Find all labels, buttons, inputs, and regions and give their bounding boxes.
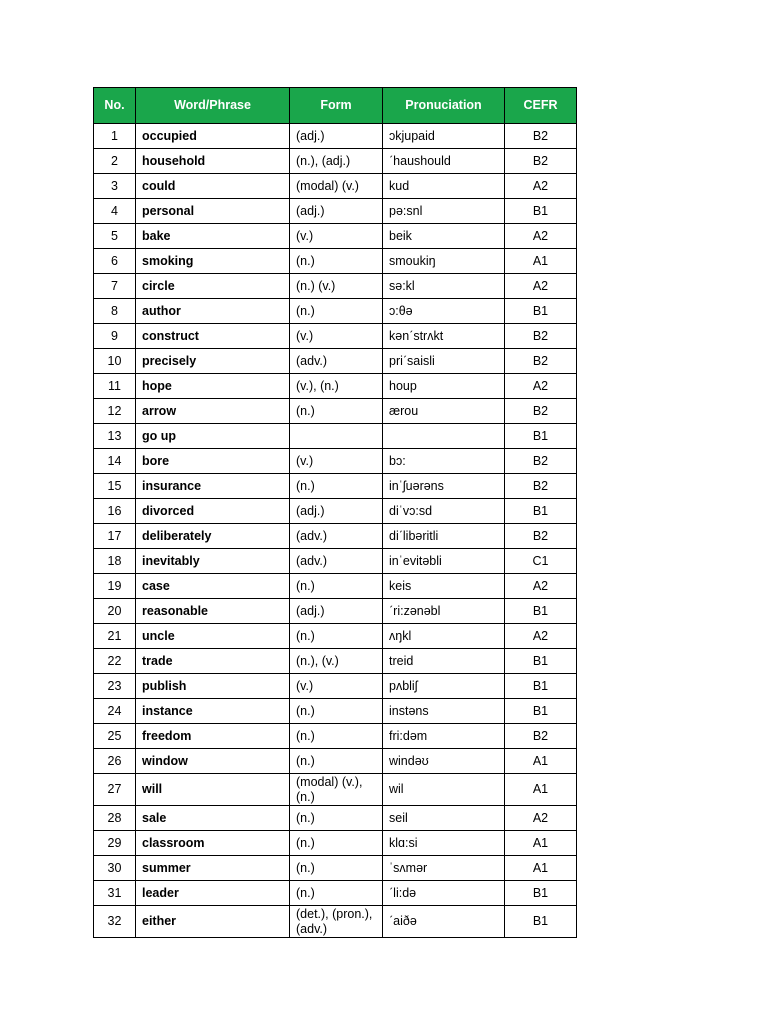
cell-word: hope (136, 374, 290, 399)
cell-form: (n.) (290, 749, 383, 774)
cell-word: household (136, 149, 290, 174)
cell-cefr: B2 (505, 524, 577, 549)
cell-cefr: A1 (505, 249, 577, 274)
cell-no: 22 (94, 649, 136, 674)
cell-no: 21 (94, 624, 136, 649)
cell-pronunciation: sə:kl (383, 274, 505, 299)
cell-pronunciation: inˈʃuərəns (383, 474, 505, 499)
table-row (94, 399, 577, 424)
cell-pronunciation: pʌbliʃ (383, 674, 505, 699)
cell-word: instance (136, 699, 290, 724)
cell-no: 13 (94, 424, 136, 449)
cell-pronunciation: ɔkjupaid (383, 124, 505, 149)
cell-word: construct (136, 324, 290, 349)
cell-cefr: C1 (505, 549, 577, 574)
cell-word: precisely (136, 349, 290, 374)
table-row (94, 274, 577, 299)
cell-word: smoking (136, 249, 290, 274)
table-row (94, 149, 577, 174)
cell-cefr: B1 (505, 499, 577, 524)
cell-pronunciation: ˊli:də (383, 881, 505, 906)
cell-pronunciation: kud (383, 174, 505, 199)
cell-word: reasonable (136, 599, 290, 624)
cell-no: 29 (94, 831, 136, 856)
cell-cefr: B1 (505, 881, 577, 906)
cell-pronunciation: treid (383, 649, 505, 674)
cell-pronunciation: klɑ:si (383, 831, 505, 856)
cell-form: (n.) (290, 299, 383, 324)
cell-word: arrow (136, 399, 290, 424)
table-row (94, 806, 577, 831)
cell-pronunciation: ˊri:zənəbl (383, 599, 505, 624)
cell-form: (adj.) (290, 124, 383, 149)
cell-pronunciation: fri:dəm (383, 724, 505, 749)
cell-cefr: A2 (505, 574, 577, 599)
cell-word: leader (136, 881, 290, 906)
cell-word: will (136, 774, 290, 806)
cell-word: window (136, 749, 290, 774)
cell-cefr: B1 (505, 424, 577, 449)
cell-form: (adj.) (290, 499, 383, 524)
cell-pronunciation: beik (383, 224, 505, 249)
cell-word: summer (136, 856, 290, 881)
cell-word: occupied (136, 124, 290, 149)
cell-form: (det.), (pron.), (adv.) (290, 906, 383, 938)
cell-form: (n.) (290, 699, 383, 724)
cell-cefr: A1 (505, 774, 577, 806)
cell-word: case (136, 574, 290, 599)
cell-word: freedom (136, 724, 290, 749)
cell-pronunciation: inˈevitəbli (383, 549, 505, 574)
cell-pronunciation: smoukiŋ (383, 249, 505, 274)
cell-word: personal (136, 199, 290, 224)
table-header (94, 88, 577, 124)
cell-pronunciation: ˊhaushould (383, 149, 505, 174)
cell-cefr: A2 (505, 806, 577, 831)
cell-pronunciation: diˊlibəritli (383, 524, 505, 549)
cell-cefr: B2 (505, 474, 577, 499)
cell-pronunciation: priˊsaisli (383, 349, 505, 374)
cell-word: either (136, 906, 290, 938)
table-row (94, 299, 577, 324)
cell-no: 1 (94, 124, 136, 149)
table-row (94, 856, 577, 881)
cell-form: (n.) (290, 574, 383, 599)
cell-no: 5 (94, 224, 136, 249)
cell-form: (n.) (290, 856, 383, 881)
cell-pronunciation: ʌŋkl (383, 624, 505, 649)
cell-no: 12 (94, 399, 136, 424)
cell-form: (adj.) (290, 599, 383, 624)
cell-cefr: A1 (505, 749, 577, 774)
cell-form: (v.) (290, 449, 383, 474)
cell-no: 7 (94, 274, 136, 299)
table-body (94, 124, 577, 938)
table-row (94, 524, 577, 549)
cell-word: deliberately (136, 524, 290, 549)
cell-no: 28 (94, 806, 136, 831)
cell-cefr: A2 (505, 274, 577, 299)
cell-no: 4 (94, 199, 136, 224)
cell-no: 8 (94, 299, 136, 324)
cell-no: 20 (94, 599, 136, 624)
cell-form: (n.) (290, 624, 383, 649)
table-row (94, 224, 577, 249)
cell-pronunciation (383, 424, 505, 449)
cell-no: 3 (94, 174, 136, 199)
cell-cefr: B2 (505, 399, 577, 424)
cell-cefr: B2 (505, 324, 577, 349)
table-row (94, 374, 577, 399)
cell-no: 26 (94, 749, 136, 774)
cell-form: (v.) (290, 224, 383, 249)
cell-form: (n.) (290, 249, 383, 274)
cell-form: (n.) (v.) (290, 274, 383, 299)
cell-form: (v.) (290, 324, 383, 349)
cell-form: (adv.) (290, 349, 383, 374)
table-row (94, 174, 577, 199)
cell-cefr: A1 (505, 831, 577, 856)
table-row (94, 699, 577, 724)
cell-form: (n.) (290, 399, 383, 424)
cell-cefr: B1 (505, 906, 577, 938)
cell-pronunciation: seil (383, 806, 505, 831)
table-row (94, 881, 577, 906)
cell-form: (n.) (290, 831, 383, 856)
cell-word: uncle (136, 624, 290, 649)
cell-no: 27 (94, 774, 136, 806)
table-row (94, 474, 577, 499)
table-row (94, 124, 577, 149)
cell-no: 25 (94, 724, 136, 749)
table-row (94, 831, 577, 856)
cell-no: 14 (94, 449, 136, 474)
cell-pronunciation: ˈsʌmər (383, 856, 505, 881)
cell-word: bake (136, 224, 290, 249)
cell-word: could (136, 174, 290, 199)
cell-pronunciation: keis (383, 574, 505, 599)
cell-word: insurance (136, 474, 290, 499)
cell-cefr: B1 (505, 649, 577, 674)
cell-cefr: A2 (505, 174, 577, 199)
table-row (94, 324, 577, 349)
table-row (94, 349, 577, 374)
table-row (94, 649, 577, 674)
table-row (94, 774, 577, 806)
cell-pronunciation: wil (383, 774, 505, 806)
header-row (94, 88, 577, 124)
cell-no: 15 (94, 474, 136, 499)
cell-cefr: B2 (505, 149, 577, 174)
cell-no: 16 (94, 499, 136, 524)
cell-form (290, 424, 383, 449)
cell-no: 23 (94, 674, 136, 699)
cell-cefr: B1 (505, 599, 577, 624)
header-no: No. (94, 88, 136, 124)
cell-no: 11 (94, 374, 136, 399)
table-row (94, 449, 577, 474)
cell-pronunciation: bɔ: (383, 449, 505, 474)
cell-no: 2 (94, 149, 136, 174)
cell-no: 31 (94, 881, 136, 906)
cell-cefr: B1 (505, 699, 577, 724)
cell-word: sale (136, 806, 290, 831)
cell-cefr: A1 (505, 856, 577, 881)
header-cefr: CEFR (505, 88, 577, 124)
cell-cefr: B1 (505, 199, 577, 224)
cell-cefr: A2 (505, 624, 577, 649)
cell-pronunciation: pə:snl (383, 199, 505, 224)
cell-form: (n.) (290, 724, 383, 749)
table-row (94, 249, 577, 274)
vocabulary-table (93, 87, 577, 938)
cell-form: (adv.) (290, 524, 383, 549)
cell-form: (modal) (v.) (290, 174, 383, 199)
table-row (94, 724, 577, 749)
cell-word: go up (136, 424, 290, 449)
cell-cefr: B2 (505, 124, 577, 149)
cell-pronunciation: instəns (383, 699, 505, 724)
header-form: Form (290, 88, 383, 124)
table-row (94, 499, 577, 524)
cell-pronunciation: diˈvɔ:sd (383, 499, 505, 524)
table-row (94, 749, 577, 774)
cell-cefr: B2 (505, 724, 577, 749)
cell-no: 19 (94, 574, 136, 599)
cell-no: 9 (94, 324, 136, 349)
cell-word: circle (136, 274, 290, 299)
cell-word: divorced (136, 499, 290, 524)
cell-no: 24 (94, 699, 136, 724)
cell-cefr: B1 (505, 299, 577, 324)
table-row (94, 624, 577, 649)
cell-form: (n.), (adj.) (290, 149, 383, 174)
cell-pronunciation: ɔ:θə (383, 299, 505, 324)
cell-word: author (136, 299, 290, 324)
cell-cefr: B1 (505, 674, 577, 699)
table-row (94, 599, 577, 624)
table-row (94, 574, 577, 599)
table-row (94, 199, 577, 224)
cell-cefr: B2 (505, 349, 577, 374)
cell-cefr: A2 (505, 224, 577, 249)
header-word: Word/Phrase (136, 88, 290, 124)
cell-form: (adv.) (290, 549, 383, 574)
cell-form: (v.), (n.) (290, 374, 383, 399)
cell-pronunciation: windəʊ (383, 749, 505, 774)
cell-no: 6 (94, 249, 136, 274)
cell-no: 18 (94, 549, 136, 574)
table-row (94, 549, 577, 574)
cell-form: (n.) (290, 474, 383, 499)
cell-form: (n.) (290, 881, 383, 906)
cell-pronunciation: houp (383, 374, 505, 399)
cell-pronunciation: ærou (383, 399, 505, 424)
cell-form: (v.) (290, 674, 383, 699)
cell-word: publish (136, 674, 290, 699)
table-row (94, 424, 577, 449)
cell-form: (adj.) (290, 199, 383, 224)
cell-word: classroom (136, 831, 290, 856)
cell-no: 17 (94, 524, 136, 549)
cell-word: trade (136, 649, 290, 674)
cell-pronunciation: kənˊstrʌkt (383, 324, 505, 349)
cell-form: (n.), (v.) (290, 649, 383, 674)
cell-word: inevitably (136, 549, 290, 574)
header-pronunciation: Pronuciation (383, 88, 505, 124)
cell-form: (modal) (v.), (n.) (290, 774, 383, 806)
cell-cefr: B2 (505, 449, 577, 474)
cell-no: 10 (94, 349, 136, 374)
cell-no: 30 (94, 856, 136, 881)
table-row (94, 674, 577, 699)
cell-form: (n.) (290, 806, 383, 831)
cell-pronunciation: ˊaiðə (383, 906, 505, 938)
cell-word: bore (136, 449, 290, 474)
table-row (94, 906, 577, 938)
cell-cefr: A2 (505, 374, 577, 399)
cell-no: 32 (94, 906, 136, 938)
